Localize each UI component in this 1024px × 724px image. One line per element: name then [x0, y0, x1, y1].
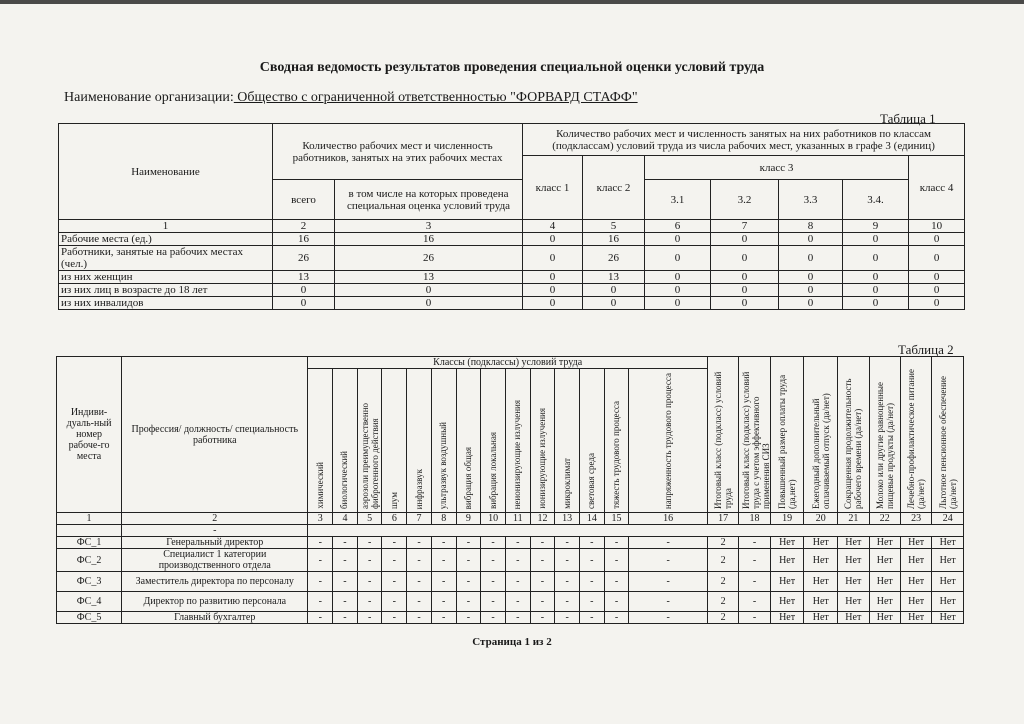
t2-factor-cell: -: [333, 612, 358, 624]
t2-extra-label: Повышенный размер оплаты труда (да,нет): [777, 374, 798, 509]
t1-cell: 0: [843, 284, 909, 297]
t1-cell: 0: [583, 297, 645, 310]
t1-colnum: 9: [843, 220, 909, 233]
t1-cell: 0: [909, 297, 965, 310]
t2-factor-header: [456, 369, 481, 513]
t2-benefit-cell: Нет: [770, 537, 804, 549]
t2-factor-cell: -: [579, 549, 604, 572]
t2-factor-header: [555, 369, 580, 513]
t1-colnum: 4: [523, 220, 583, 233]
t1-header-assessed: в том числе на которых проведена специальная оценка условий труда: [335, 180, 523, 220]
t2-extra-header: [739, 357, 770, 513]
t2-header-id: Индиви-дуаль-ный номер рабоче-го места: [57, 357, 122, 513]
t2-extra-header: [838, 357, 869, 513]
t2-extra-label: Молоко или другие равноценные пищевые продукты (да/нет): [874, 382, 895, 509]
t2-final-class-siz: -: [739, 592, 770, 612]
t2-factor-cell: -: [333, 572, 358, 592]
t2-factor-cell: -: [382, 537, 407, 549]
t2-factor-cell: -: [505, 572, 530, 592]
t1-cell: 0: [273, 284, 335, 297]
t1-cell: 0: [645, 246, 711, 271]
t1-cell: 16: [335, 233, 523, 246]
t2-colnum: 23: [900, 513, 931, 525]
t2-benefit-cell: Нет: [900, 549, 931, 572]
page-footer: [0, 636, 1024, 648]
t2-factor-cell: -: [333, 549, 358, 572]
t2-factor-label: инфразвук: [413, 468, 424, 509]
t2-factor-cell: -: [629, 592, 708, 612]
t1-header-3-3: 3.3: [779, 180, 843, 220]
t2-colnum: 11: [505, 513, 530, 525]
t2-factor-cell: -: [456, 592, 481, 612]
t2-profession: Директор по развитию персонала: [122, 592, 308, 612]
t2-benefit-cell: Нет: [770, 572, 804, 592]
t2-factor-header: [579, 369, 604, 513]
t1-cell: 0: [523, 233, 583, 246]
t2-factor-header: [481, 369, 506, 513]
t2-factor-label: ультразвук воздушный: [438, 421, 449, 509]
t2-factor-cell: -: [629, 549, 708, 572]
t1-colnum: 8: [779, 220, 843, 233]
t2-factor-cell: -: [481, 572, 506, 592]
t2-benefit-cell: Нет: [770, 549, 804, 572]
t2-factor-cell: -: [604, 612, 629, 624]
footer-total: 2: [546, 636, 552, 648]
t2-factor-cell: -: [308, 549, 333, 572]
t1-cell: 0: [909, 284, 965, 297]
t2-factor-cell: -: [407, 537, 432, 549]
t2-factor-cell: -: [555, 549, 580, 572]
t2-benefit-cell: Нет: [869, 612, 900, 624]
t2-extra-label: Льготное пенсионное обеспечение (да/нет): [937, 376, 958, 509]
t1-cell: 0: [779, 297, 843, 310]
t1-cell: 0: [645, 271, 711, 284]
t1-cell: 0: [523, 284, 583, 297]
t2-factor-cell: -: [604, 549, 629, 572]
t2-factor-cell: -: [456, 572, 481, 592]
t2-profession: Специалист 1 категории производственного отдела: [122, 549, 308, 572]
t1-column-numbers: [59, 220, 965, 233]
t1-row-label: из них лиц в возрасте до 18 лет: [59, 284, 273, 297]
t2-factor-label: вибрация общая: [462, 446, 473, 509]
t1-header-class3: класс 3: [645, 156, 909, 180]
t1-cell: 0: [583, 284, 645, 297]
t1-cell: 0: [711, 284, 779, 297]
t2-factor-label: аэрозоли преимущественно фиброгенного действия: [359, 402, 380, 509]
t2-factor-label: тяжесть трудового процесса: [611, 401, 622, 509]
t2-factor-cell: -: [530, 572, 555, 592]
t2-workplace-id: ФС_3: [57, 572, 122, 592]
t2-colnum: 16: [629, 513, 708, 525]
t2-final-class-siz: -: [739, 572, 770, 592]
t2-factor-label: шум: [388, 491, 399, 509]
t2-colnum: 2: [122, 513, 308, 525]
t2-factor-label: неионизирующие излучения: [512, 399, 523, 509]
t1-cell: 0: [335, 284, 523, 297]
document-title: Сводная ведомость результатов проведения специальной оценки условий труда: [259, 60, 765, 75]
t2-factor-cell: -: [629, 572, 708, 592]
t2-factor-cell: -: [555, 592, 580, 612]
t1-colnum: 5: [583, 220, 645, 233]
t2-factor-cell: -: [407, 592, 432, 612]
t1-cell: 0: [779, 233, 843, 246]
t2-colnum: 20: [804, 513, 838, 525]
t1-colnum: 1: [59, 220, 273, 233]
t2-final-class: 2: [707, 612, 738, 624]
t1-cell: 0: [909, 233, 965, 246]
t2-benefit-cell: Нет: [932, 537, 964, 549]
t2-factor-cell: -: [431, 612, 456, 624]
t2-factor-cell: -: [456, 537, 481, 549]
t2-extra-header: [804, 357, 838, 513]
t1-cell: 0: [909, 246, 965, 271]
t2-benefit-cell: Нет: [932, 612, 964, 624]
t2-factor-header: [407, 369, 432, 513]
t1-cell: 0: [909, 271, 965, 284]
t1-row-label: из них женщин: [59, 271, 273, 284]
t2-final-class-siz: -: [739, 549, 770, 572]
t1-cell: 16: [273, 233, 335, 246]
t1-header-classes: Количество рабочих мест и численность занятых на них работников по классам (подклассам) условий труда из числа рабочих мест, указанных в графе 3 (единиц): [523, 124, 965, 156]
t2-factor-header: [629, 369, 708, 513]
footer-mid: из: [529, 636, 547, 648]
t1-cell: 0: [843, 233, 909, 246]
t2-factor-cell: -: [505, 537, 530, 549]
t2-benefit-cell: Нет: [804, 549, 838, 572]
t1-cell: 0: [711, 271, 779, 284]
t2-factor-cell: -: [481, 549, 506, 572]
t1-cell: 0: [523, 297, 583, 310]
t2-extra-label: Ежегодный дополнительный оплачиваемый отпуск (да/нет): [810, 393, 831, 509]
t2-colnum: 17: [707, 513, 738, 525]
t2-benefit-cell: Нет: [932, 592, 964, 612]
t2-factor-cell: -: [579, 612, 604, 624]
t1-cell: 0: [779, 284, 843, 297]
t2-factor-cell: -: [604, 572, 629, 592]
t2-factor-cell: -: [629, 612, 708, 624]
t2-factor-cell: -: [579, 537, 604, 549]
t1-cell: 26: [335, 246, 523, 271]
t2-benefit-cell: Нет: [770, 612, 804, 624]
t2-colnum: 21: [838, 513, 869, 525]
t1-header-3-4: 3.4.: [843, 180, 909, 220]
t2-factor-cell: -: [629, 537, 708, 549]
t2-column-numbers: [57, 513, 964, 525]
t2-factor-header: [357, 369, 382, 513]
t2-factor-cell: -: [357, 537, 382, 549]
t2-factor-cell: -: [382, 549, 407, 572]
footer-prefix: Страница: [472, 636, 525, 648]
t2-extra-label: Лечебно-профилактическое питание (да/нет): [906, 369, 927, 509]
t2-extra-header: [707, 357, 738, 513]
t1-colnum: 7: [711, 220, 779, 233]
t1-cell: 0: [645, 233, 711, 246]
t2-benefit-cell: Нет: [932, 572, 964, 592]
t2-factor-cell: -: [431, 572, 456, 592]
t1-cell: 13: [273, 271, 335, 284]
t2-factor-cell: -: [333, 537, 358, 549]
t2-factor-header: [505, 369, 530, 513]
t2-data-row: [57, 612, 964, 624]
t1-colnum: 6: [645, 220, 711, 233]
t2-final-class: 2: [707, 592, 738, 612]
t2-extra-label: Итоговый класс (подкласс) условий труда: [713, 371, 734, 509]
t2-factor-cell: -: [481, 537, 506, 549]
t2-benefit-cell: Нет: [770, 592, 804, 612]
t2-colnum: 4: [333, 513, 358, 525]
t2-extra-label: Итоговый класс (подкласс) условий труда с учетом эффективного применения СИЗ: [741, 371, 772, 509]
t2-factor-cell: -: [530, 549, 555, 572]
t2-colnum: 10: [481, 513, 506, 525]
t2-colnum: 12: [530, 513, 555, 525]
t2-benefit-cell: Нет: [869, 549, 900, 572]
t2-factor-cell: -: [308, 592, 333, 612]
t2-factor-cell: -: [456, 549, 481, 572]
t2-colnum: 18: [739, 513, 770, 525]
t2-factor-header: [308, 369, 333, 513]
t2-factor-cell: -: [382, 612, 407, 624]
t2-factor-label: напряженность трудового процесса: [663, 372, 674, 509]
t1-cell: 0: [843, 271, 909, 284]
t2-factor-cell: -: [431, 537, 456, 549]
t1-cell: 0: [711, 233, 779, 246]
t2-factor-cell: -: [308, 572, 333, 592]
t2-factor-label: химический: [314, 462, 325, 509]
t2-factor-cell: -: [505, 592, 530, 612]
t2-benefit-cell: Нет: [838, 592, 869, 612]
t2-extra-header: [770, 357, 804, 513]
t2-final-class: 2: [707, 572, 738, 592]
t2-factor-cell: -: [579, 572, 604, 592]
t1-row-label: Рабочие места (ед.): [59, 233, 273, 246]
t2-benefit-cell: Нет: [869, 592, 900, 612]
t2-factor-cell: -: [505, 612, 530, 624]
t2-factor-cell: -: [357, 572, 382, 592]
t2-data-row: [57, 592, 964, 612]
t2-colnum: 13: [555, 513, 580, 525]
t2-data-row: [57, 537, 964, 549]
t2-benefit-cell: Нет: [932, 549, 964, 572]
t1-data-row: [59, 233, 965, 246]
t1-cell: 0: [335, 297, 523, 310]
t1-header-3-1: 3.1: [645, 180, 711, 220]
t2-factor-cell: -: [530, 612, 555, 624]
t2-factor-label: ионизирующие излучения: [536, 408, 547, 509]
t1-colnum: 10: [909, 220, 965, 233]
t2-extra-label: Сокращенная продолжительность рабочего времени (да/нет): [843, 378, 864, 509]
t2-factor-cell: -: [530, 537, 555, 549]
t1-cell: 0: [843, 246, 909, 271]
t2-workplace-id: ФС_2: [57, 549, 122, 572]
t2-colnum: 19: [770, 513, 804, 525]
organization-line: [64, 90, 638, 106]
t2-factor-label: микроклимат: [561, 458, 572, 509]
t2-benefit-cell: Нет: [900, 537, 931, 549]
t1-data-row: [59, 271, 965, 284]
t2-factor-label: биологический: [339, 450, 350, 509]
t2-factor-cell: -: [604, 537, 629, 549]
t1-cell: 0: [273, 297, 335, 310]
t1-cell: 16: [583, 233, 645, 246]
t2-profession: Генеральный директор: [122, 537, 308, 549]
workplaces-table-2: [56, 356, 964, 624]
t2-factor-header: [333, 369, 358, 513]
t2-factor-cell: -: [333, 592, 358, 612]
t2-factor-cell: -: [555, 612, 580, 624]
t2-workplace-id: ФС_4: [57, 592, 122, 612]
t1-header-count: Количество рабочих мест и численность работников, занятых на этих рабочих местах: [273, 124, 523, 180]
t2-data-row: [57, 572, 964, 592]
t2-extra-header: [869, 357, 900, 513]
t2-benefit-cell: Нет: [900, 612, 931, 624]
t2-colnum: 14: [579, 513, 604, 525]
t1-data-row: [59, 246, 965, 271]
t1-data-row: [59, 284, 965, 297]
t1-colnum: 3: [335, 220, 523, 233]
t2-factor-cell: -: [357, 549, 382, 572]
t2-factor-label: световая среда: [586, 453, 597, 509]
organization-label: Наименование организации:: [64, 90, 234, 105]
t1-cell: 0: [523, 246, 583, 271]
t1-header-class4: класс 4: [909, 156, 965, 220]
t2-factor-cell: -: [308, 612, 333, 624]
t2-extra-header: [932, 357, 964, 513]
t2-colnum: 15: [604, 513, 629, 525]
t2-benefit-cell: Нет: [869, 572, 900, 592]
t1-cell: 13: [335, 271, 523, 284]
t2-workplace-id: ФС_1: [57, 537, 122, 549]
t2-factor-cell: -: [604, 592, 629, 612]
t1-cell: 0: [645, 297, 711, 310]
summary-table-1: [58, 123, 965, 310]
t2-factor-cell: -: [505, 549, 530, 572]
t2-profession: Главный бухгалтер: [122, 612, 308, 624]
t2-factor-cell: -: [407, 549, 432, 572]
t1-cell: 0: [843, 297, 909, 310]
t1-header-3-2: 3.2: [711, 180, 779, 220]
t2-benefit-cell: Нет: [838, 572, 869, 592]
t2-colnum: 22: [869, 513, 900, 525]
t2-separator-dash: -: [122, 525, 308, 537]
t2-factor-label: вибрация локальная: [487, 431, 498, 509]
t2-final-class: 2: [707, 549, 738, 572]
table1-caption: Таблица 1: [880, 111, 936, 126]
footer-page: 1: [524, 636, 530, 648]
t1-cell: 0: [645, 284, 711, 297]
t2-header-classes: Классы (подклассы) условий труда: [308, 357, 708, 369]
t2-workplace-id: ФС_5: [57, 612, 122, 624]
t2-colnum: 5: [357, 513, 382, 525]
t2-factor-header: [530, 369, 555, 513]
t1-header-total: всего: [273, 180, 335, 220]
t2-benefit-cell: Нет: [838, 612, 869, 624]
t1-cell: 0: [779, 271, 843, 284]
t2-benefit-cell: Нет: [804, 537, 838, 549]
t2-final-class: 2: [707, 537, 738, 549]
t2-separator-row: [57, 525, 964, 537]
t2-benefit-cell: Нет: [900, 592, 931, 612]
t1-cell: 26: [583, 246, 645, 271]
t2-factor-cell: -: [431, 549, 456, 572]
t1-cell: 0: [711, 246, 779, 271]
t2-factor-cell: -: [579, 592, 604, 612]
t2-header-profession: Профессия/ должность/ специальность работника: [122, 357, 308, 513]
t2-factor-cell: -: [555, 537, 580, 549]
t1-row-label: из них инвалидов: [59, 297, 273, 310]
t2-benefit-cell: Нет: [804, 592, 838, 612]
t2-benefit-cell: Нет: [838, 537, 869, 549]
t1-header-name: Наименование: [59, 124, 273, 220]
organization-name: Общество с ограниченной ответственностью "ФОРВАРД СТАФФ": [233, 90, 638, 105]
t1-row-label: Работники, занятые на рабочих местах (чел.): [59, 246, 273, 271]
t2-factor-header: [382, 369, 407, 513]
t1-cell: 0: [711, 297, 779, 310]
t2-colnum: 7: [407, 513, 432, 525]
scan-top-edge: [0, 0, 1024, 4]
t1-cell: 0: [523, 271, 583, 284]
t1-cell: 26: [273, 246, 335, 271]
t2-factor-cell: -: [431, 592, 456, 612]
t2-factor-header: [431, 369, 456, 513]
t1-cell: 13: [583, 271, 645, 284]
t2-benefit-cell: Нет: [869, 537, 900, 549]
t2-profession: Заместитель директора по персоналу: [122, 572, 308, 592]
t2-colnum: 6: [382, 513, 407, 525]
t1-header-class2: класс 2: [583, 156, 645, 220]
t2-factor-cell: -: [357, 612, 382, 624]
t2-benefit-cell: Нет: [804, 572, 838, 592]
t2-factor-cell: -: [530, 592, 555, 612]
t2-factor-cell: -: [456, 612, 481, 624]
t2-benefit-cell: Нет: [900, 572, 931, 592]
t2-colnum: 9: [456, 513, 481, 525]
t2-factor-cell: -: [357, 592, 382, 612]
t2-factor-cell: -: [382, 592, 407, 612]
t2-benefit-cell: Нет: [804, 612, 838, 624]
t2-factor-cell: -: [382, 572, 407, 592]
t2-factor-cell: -: [481, 612, 506, 624]
table2-caption: Таблица 2: [898, 342, 954, 357]
t1-colnum: 2: [273, 220, 335, 233]
t2-colnum: 24: [932, 513, 964, 525]
t2-final-class-siz: -: [739, 612, 770, 624]
t2-extra-header: [900, 357, 931, 513]
t2-factor-header: [604, 369, 629, 513]
t2-factor-cell: -: [308, 537, 333, 549]
t1-data-row: [59, 297, 965, 310]
t2-benefit-cell: Нет: [838, 549, 869, 572]
t2-colnum: 3: [308, 513, 333, 525]
t2-factor-cell: -: [481, 592, 506, 612]
t1-header-class1: класс 1: [523, 156, 583, 220]
t2-final-class-siz: -: [739, 537, 770, 549]
t2-factor-cell: -: [407, 612, 432, 624]
t2-factor-cell: -: [555, 572, 580, 592]
t2-data-row: [57, 549, 964, 572]
t1-cell: 0: [779, 246, 843, 271]
t2-colnum: 8: [431, 513, 456, 525]
t2-colnum: 1: [57, 513, 122, 525]
t2-factor-cell: -: [407, 572, 432, 592]
